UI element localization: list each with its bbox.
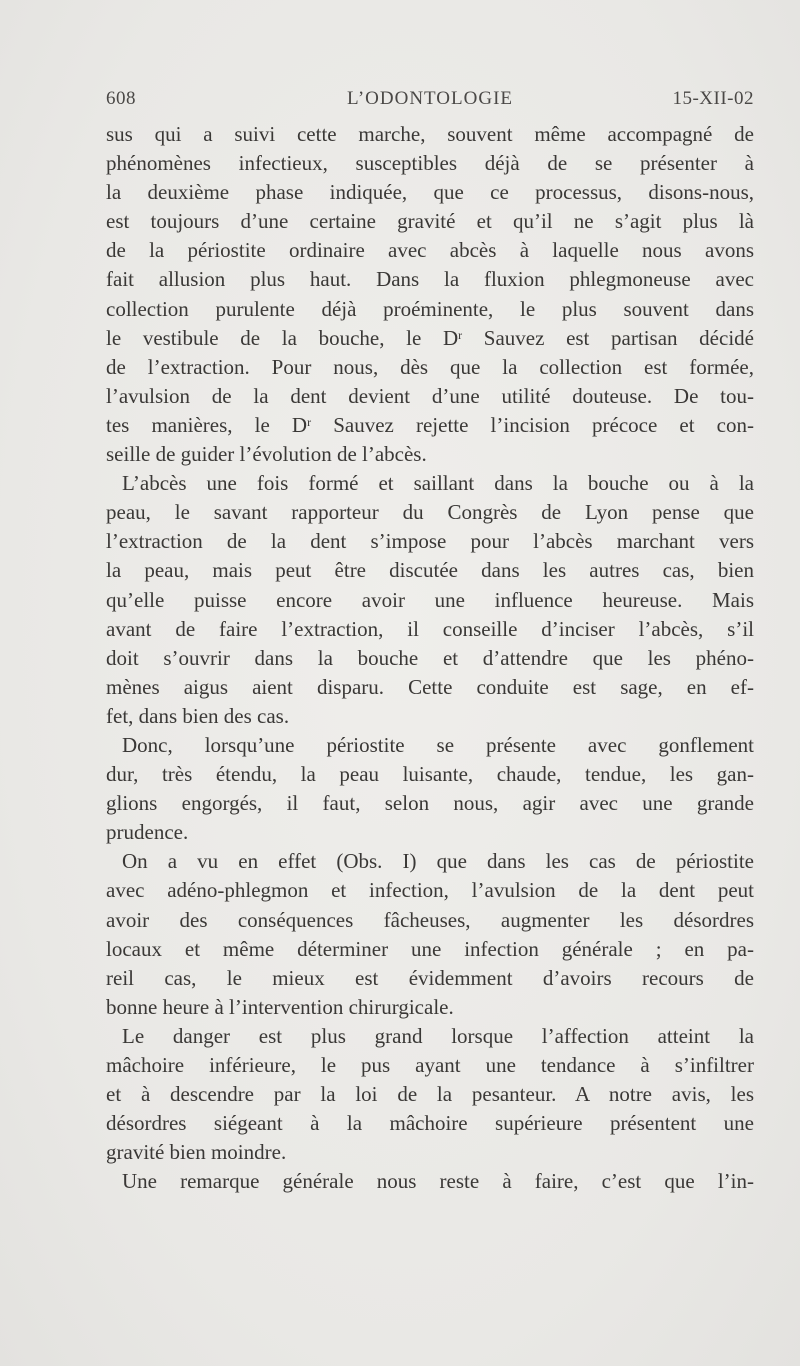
superscript: r xyxy=(307,414,312,429)
text-line xyxy=(106,411,754,440)
text-line: et à descendre par la loi de la pesanteur. A notre avis, les xyxy=(106,1082,754,1107)
page-number: 608 xyxy=(106,88,136,109)
text-line: gravité bien moindre. xyxy=(106,1140,287,1165)
text-line: la deuxième phase indiquée, que ce processus, disons-nous, xyxy=(106,180,754,205)
text-line: doit s’ouvrir dans la bouche et d’attendre que les phéno- xyxy=(106,645,754,670)
text-line: sus qui a suivi cette marche, souvent même accompagné de xyxy=(106,122,754,146)
text-line: prudence. xyxy=(106,820,189,845)
superscript: r xyxy=(458,327,463,342)
running-header xyxy=(106,88,754,112)
text-line: glions engorgés, il faut, selon nous, agir avec une grande xyxy=(106,791,754,816)
text-line: la peau, mais peut être discutée dans les autres cas, bien xyxy=(106,558,754,583)
line-segment: Sauvez est partisan décidé xyxy=(462,325,754,350)
text-line: mâchoire inférieure, le pus ayant une tendance à s’infiltrer xyxy=(106,1053,754,1077)
text-line: L’abcès une fois formé et saillant dans la bouche ou à la xyxy=(122,471,754,496)
text-line: de la périostite ordinaire avec abcès à laquelle nous avons xyxy=(106,238,754,263)
text-line: qu’elle puisse encore avoir une influence heureuse. Mais xyxy=(106,587,754,612)
text-line xyxy=(106,324,754,353)
text-line: mènes aigus aient disparu. Cette conduite est sage, en ef- xyxy=(106,674,754,699)
text-line: Une remarque générale nous reste à faire, c’est que l’in- xyxy=(122,1169,754,1194)
issue-date: 15-XII-02 xyxy=(672,88,754,109)
text-line: dur, très étendu, la peau luisante, chaude, tendue, les gan- xyxy=(106,762,754,787)
text-line: reil cas, le mieux est évidemment d’avoirs recours de xyxy=(106,965,754,990)
text-line: l’avulsion de la dent devient d’une utilité douteuse. De tou- xyxy=(106,383,754,408)
text-line: avec adéno-phlegmon et infection, l’avulsion de la dent peut xyxy=(106,878,754,903)
text-line: est toujours d’une certaine gravité et qu’il ne s’agit plus là xyxy=(106,209,754,234)
text-line: l’extraction de la dent s’impose pour l’abcès marchant vers xyxy=(106,529,754,554)
text-line: locaux et même déterminer une infection générale ; en pa- xyxy=(106,936,754,961)
text-line: de l’extraction. Pour nous, dès que la collection est formée, xyxy=(106,354,754,379)
text-line: avant de faire l’extraction, il conseille d’inciser l’abcès, s’il xyxy=(106,616,754,641)
line-segment: le vestibule de la bouche, le D xyxy=(106,325,459,350)
running-title: L’ODONTOLOGIE xyxy=(346,88,514,109)
text-line: Donc, lorsqu’une périostite se présente avec gonflement xyxy=(122,732,754,757)
text-line: avoir des conséquences fâcheuses, augmenter les désordres xyxy=(106,907,754,932)
body-text xyxy=(106,120,754,1196)
line-segment: Sauvez rejette l’incision précoce et con- xyxy=(311,412,754,437)
text-line: collection purulente déjà proéminente, le plus souvent dans xyxy=(106,296,754,321)
text-line: On a vu en effet (Obs. I) que dans les cas de périostite xyxy=(122,849,754,874)
text-line: fait allusion plus haut. Dans la fluxion phlegmoneuse avec xyxy=(106,267,754,292)
line-segment: tes manières, le D xyxy=(106,412,308,437)
text-line: désordres siégeant à la mâchoire supérieure présentent une xyxy=(106,1111,754,1136)
text-line: fet, dans bien des cas. xyxy=(106,703,290,728)
text-line: seille de guider l’évolution de l’abcès. xyxy=(106,442,427,467)
text-line: peau, le savant rapporteur du Congrès de Lyon pense que xyxy=(106,500,754,525)
text-line: phénomènes infectieux, susceptibles déjà de se présenter à xyxy=(106,151,754,176)
text-line: bonne heure à l’intervention chirurgicale. xyxy=(106,994,454,1019)
text-line: Le danger est plus grand lorsque l’affection atteint la xyxy=(122,1023,754,1048)
